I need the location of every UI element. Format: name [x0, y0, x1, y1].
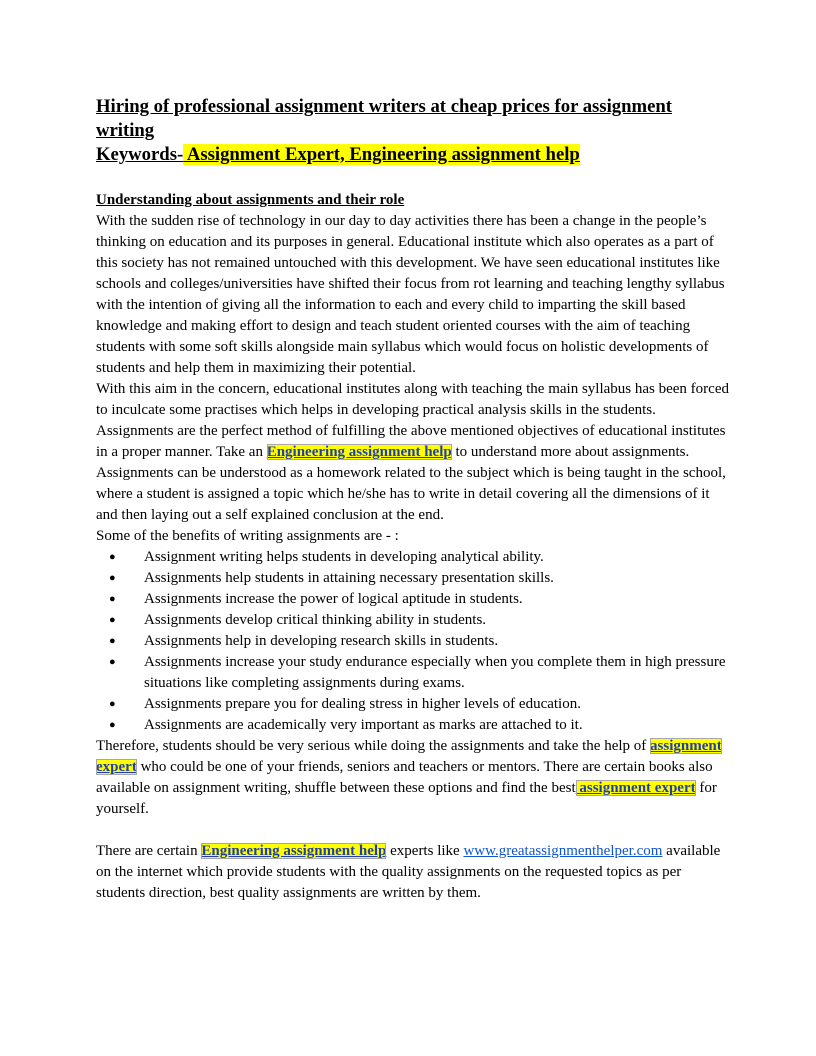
list-item [96, 568, 732, 589]
paragraph-6 [96, 841, 732, 904]
assignment-expert-link-2[interactable]: assignment expert [575, 780, 696, 796]
engineering-assignment-help-link[interactable]: Engineering assignment help [266, 444, 452, 460]
list-item [96, 631, 732, 652]
engineering-assignment-help-link-2[interactable]: Engineering assignment help [201, 843, 387, 859]
list-item-text: Assignments help students in attaining necessary presentation skills. [144, 570, 554, 586]
list-item [96, 610, 732, 631]
list-item-text: Assignments increase the power of logical aptitude in students. [144, 591, 523, 607]
list-item-text: Assignments are academically very important as marks are attached to it. [144, 717, 583, 733]
keywords-value: Assignment Expert, Engineering assignment help [183, 144, 580, 165]
paragraph-2-text-b: to understand more about assignments. [451, 444, 690, 460]
bullet-icon: ● [109, 593, 116, 605]
benefits-list [96, 547, 732, 736]
bullet-icon: ● [109, 656, 116, 668]
paragraph-2 [96, 379, 732, 463]
paragraph-6-text-b: experts like [386, 843, 464, 859]
keywords-label: Keywords- [96, 144, 184, 165]
paragraph-5-text-b: who could be one of your friends, seniors and teachers or mentors. There are certain books also available on assignment writing, shuffle between these options and find the best [96, 759, 713, 796]
document-title [96, 95, 732, 167]
bullet-icon: ● [109, 698, 116, 710]
section-heading: Understanding about assignments and their role [96, 192, 405, 208]
list-item [96, 694, 732, 715]
list-item-text: Assignments increase your study endurance especially when you complete them in high pressure situations like completing assignments during exams. [144, 654, 726, 691]
bullet-icon: ● [109, 719, 116, 731]
bullet-icon: ● [109, 635, 116, 647]
paragraph-3: Assignments can be understood as a homework related to the subject which is being taught in the school, where a student is assigned a topic which he/she has to write in detail covering all the dimensions of it and then laying out a self explained conclusion at the end. [96, 465, 726, 523]
paragraph-5 [96, 736, 732, 820]
list-item-text: Assignments develop critical thinking ability in students. [144, 612, 487, 628]
paragraph-4: Some of the benefits of writing assignments are - : [96, 528, 399, 544]
list-item [96, 652, 732, 694]
bullet-icon: ● [109, 614, 116, 626]
list-item-text: Assignments prepare you for dealing stress in higher levels of education. [144, 696, 581, 712]
bullet-icon: ● [109, 572, 116, 584]
website-link[interactable]: www.greatassignmenthelper.com [463, 843, 663, 859]
list-item [96, 715, 732, 736]
paragraph-2-text-a: With this aim in the concern, educational institutes along with teaching the main syllabus has been forced to inculcate some practises which helps in developing practical analysis skills in the students. Assignments are the perfect method of fulfilling the above mentioned objectives of educational institutes in a proper manner. Take an [96, 381, 729, 460]
assignment-expert-link[interactable]: assignment expert [96, 738, 722, 775]
title-text: Hiring of professional assignment writers at cheap prices for assignment writing [96, 96, 672, 141]
paragraph-5-text-a: Therefore, students should be very serious while doing the assignments and take the help of [96, 738, 651, 754]
list-item [96, 589, 732, 610]
paragraph-6-text-a: There are certain [96, 843, 202, 859]
spacer [96, 820, 732, 841]
document-body [96, 95, 732, 904]
paragraph-1: With the sudden rise of technology in our day to day activities there has been a change in the people’s thinking on education and its purposes in general. Educational institute which also operates as a part of this society has not remained untouched with this development. We have seen educational institutes like schools and colleges/universities have shifted their focus from rot learning and teaching lengthy syllabus with the intention of giving all the information to each and every child to imparting the skill based knowledge and making effort to design and teach student oriented courses with the aim of teaching students with some soft skills alongside main syllabus which would focus on holistic developments of students and help them in maximizing their potential. [96, 213, 725, 376]
list-item-text: Assignment writing helps students in developing analytical ability. [144, 549, 544, 565]
paragraph-6-text-c: available on the internet which provide students with the quality assignments on the requested topics as per students direction, best quality assignments are written by them. [96, 843, 721, 901]
list-item-text: Assignments help in developing research skills in students. [144, 633, 499, 649]
bullet-icon: ● [109, 551, 116, 563]
paragraph-5-text-c: for yourself. [96, 780, 717, 817]
list-item [96, 547, 732, 568]
